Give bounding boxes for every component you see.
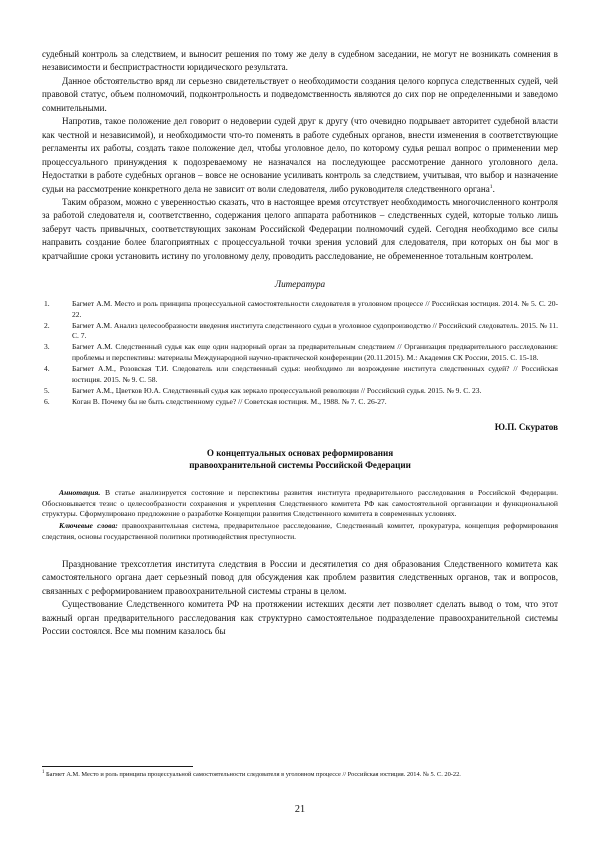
footnote [42, 771, 558, 780]
bibliography-item-text: Багмет А.М., Цветков Ю.А. Следственный судья как зеркало процессуальной революции // Российский судья. 2015. № 9. С. 23. [72, 385, 482, 395]
bibliography-item-number: 3. [44, 342, 50, 352]
article-title [42, 432, 558, 474]
literature-heading: Литература [274, 279, 326, 290]
body-paragraph: Празднование трехсотлетия института следствия в России и десятилетия со дня образования Следственного комитета как самостоятельного органа дает серьезный повод для обсуждения как проблем развития следственных органов, так и вопросов, связанных с реформированием правоохранительной системы страны в целом. [42, 558, 558, 596]
bibliography-item [42, 342, 558, 363]
bibliography-item-text: Багмет А.М., Розовская Т.И. Следователь или следственный судья: необходимо ли возрождение института следственных судей? // Российская юстиция. 2015. № 9. С. 58. [72, 363, 558, 384]
article-author: Ю.П. Скуратов [494, 421, 558, 432]
abstract-block [42, 474, 558, 543]
bibliography-item-text: Багмет А.М. Анализ целесообразности введения института следственного судьи в уголовное судопроизводство // Российский следователь. 2015. № 11. С. 7. [72, 320, 558, 341]
bibliography-item [42, 321, 558, 342]
bibliography-item-text: Багмет А.М. Место и роль принципа процессуальной самостоятельности следователя в уголовном процессе // Российская юстиция. 2014. № 5. С. 20-22. [72, 299, 558, 319]
bibliography-item-number: 6. [44, 396, 50, 406]
bibliography-item-number: 5. [44, 385, 50, 395]
bibliography-list [42, 299, 558, 407]
bibliography-item [42, 386, 558, 397]
bibliography-item [42, 364, 558, 385]
bibliography-item-number: 2. [44, 320, 50, 330]
bibliography-item [42, 397, 558, 408]
abstract-paragraph [42, 488, 558, 521]
page-number: 21 [294, 804, 306, 815]
body-paragraph-text: Напротив, такое положение дел говорит о недоверии судей друг к другу (что очевидно подрывает авторитет судебной власти как честной и независимой), и необходимости что-то поменять в работе судебных органов, внести изменения в соответствующие регламенты их работы, создать такое положение дел, чтобы уголовное дело, по которому судья решал вопрос о применении мер процессуального принуждения к подозреваемому не назначался на последующее рассмотрение данного уголовного дела. Недостатки в работе судебных органов – вовсе не основание усиливать контроль за следствием, учитывая, что выбор и назначение судьи на рассмотрение конкретного дела не зависит от воли следователя, либо руководителя следственного органа [42, 116, 558, 194]
footnote-separator-rule [42, 766, 193, 767]
article-body [42, 543, 558, 639]
bibliography-item-number: 4. [44, 363, 50, 373]
body-paragraph-with-footnote-ref: Напротив, такое положение дел говорит о недоверии судей друг к другу (что очевидно подрывает авторитет судебной власти как честной и независимой), и необходимости что-то поменять в работе судебных органов, внести изменения в соответствующие регламенты их работы, создать такое положение дел, чтобы уголовное дело, по которому судья решал вопрос о применении мер процессуального принуждения к подозреваемому не назначался на последующее рассмотрение данного уголовного дела. Недостатки в работе судебных органов – вовсе не основание усиливать контроль за следствием, учитывая, что выбор и назначение судьи на рассмотрение конкретного дела не зависит от воли следователя, либо руководителя следственного органа$^1$. [42, 116, 558, 194]
abstract-text: В статье анализируется состояние и перспективы развития института предварительного расследования в Российской Федерации. Обосновывается тезис о целесообразности сохранения и укрепления Следственного комитета РФ как самостоятельной организации и функциональной структуры. Сформулировано предложение о разработке Концепции развития Следственного комитета в современных условиях. [42, 487, 558, 519]
footnote-reference-marker[interactable]: 1 [489, 183, 493, 190]
body-paragraph: судебный контроль за следствием, и выносит решения по тому же делу в судебном заседании, не могут не возникать сомнения в независимости и беспристрастности юридического результата. [42, 49, 558, 73]
abstract-label: Аннотация. [59, 487, 101, 497]
bibliography-item-number: 1. [44, 299, 50, 309]
bibliography-item-text: Багмет А.М. Следственный судья как еще один надзорный орган за предварительным следствием // Организация предварительного расследования: проблемы и перспективы: материалы Международной научно-практической конференции (20.11.2015). М.: Академия СК России, 2015. С. 15-18. [72, 342, 558, 362]
article-title-line: О концептуальных основах реформирования [206, 447, 394, 458]
body-paragraph: Существование Следственного комитета РФ на протяжении истекших десяти лет позволяет сделать вывод о том, что этот важный орган предварительного расследования как структурно самостоятельное подразделение правоохранительной системы России состоялся. Все мы помним казалось бы [42, 599, 558, 637]
body-paragraph: Данное обстоятельство вряд ли серьезно свидетельствует о необходимости создания целого корпуса следственных судей, чей правовой статус, объем полномочий, подконтрольность и подведомственность являются до сих пор не определенными и заведомо сомнительными. [42, 75, 558, 113]
keywords-paragraph [42, 520, 558, 543]
bibliography-item [42, 299, 558, 320]
footnote-number: 1 [42, 769, 45, 775]
footnote-text: Багмет А.М. Место и роль принципа процессуальной самостоятельности следователя в уголовном процессе // Российская юстиция. 2014. № 5. С. 20-22. [44, 771, 461, 778]
bibliography-item-text: Коган В. Почему бы не быть следственному судье? // Советская юстиция. М., 1988. № 7. С. 26-27. [72, 396, 387, 406]
keywords-label: Ключевые слова: [59, 521, 118, 531]
footnote-area [42, 766, 558, 780]
article-title-line: правоохранительной системы Российской Федерации [189, 460, 411, 471]
keywords-text: правоохранительная система, предварительное расследование, Следственный комитет, прокуратура, концепция реформирования следствия, основы государственной политики противодействия преступности. [42, 521, 558, 542]
page-content [42, 48, 558, 639]
body-paragraph: Таким образом, можно с уверенностью сказать, что в настоящее время отсутствует необходимость многочисленного контроля за работой следователя и, соответственно, содержания целого аппарата работников – следственных судей, которые только лишь заберут часть привычных, соответствующих законам Российской Федерации полномочий судей. Сегодня необходимо все силы направить создание более благоприятных с процессуальной точки зрения условий для следователя, при которых он бы мог в кратчайшие сроки установить истину по уголовному делу, проводить расследование, не обремененное тотальным контролем. [42, 196, 558, 261]
